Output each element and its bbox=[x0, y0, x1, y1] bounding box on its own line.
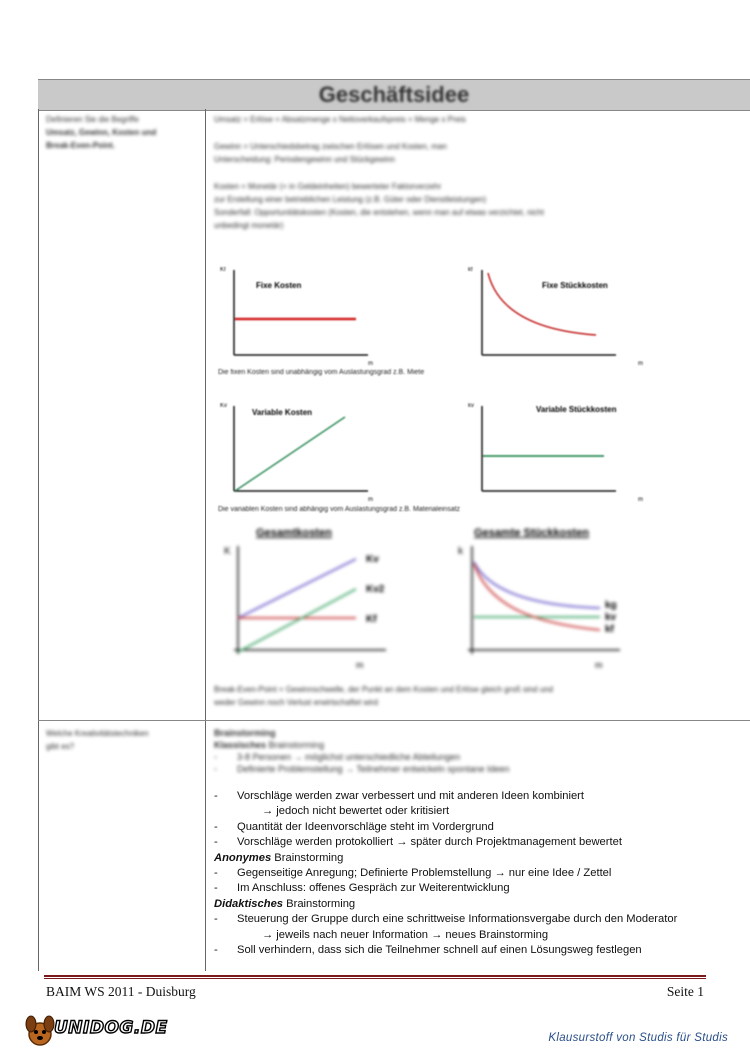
x-label: m bbox=[638, 361, 643, 367]
y-label: Kf bbox=[220, 267, 226, 273]
chart-title: Fixe Stückkosten bbox=[542, 281, 608, 290]
series-variable-line bbox=[238, 589, 356, 652]
caption-fixed-costs: Die fixen Kosten sind unabhängig vom Auslastungsgrad z.B. Miete bbox=[218, 369, 425, 376]
label-kg: kg bbox=[605, 600, 617, 611]
document-table bbox=[38, 79, 750, 971]
list-item: - Soll verhindern, dass sich die Teilnehmer schnell auf einen Lösungsweg festlegen bbox=[214, 944, 642, 957]
x-label: m bbox=[368, 497, 373, 503]
question-creativity: Welche Kreativitätstechniken gibt es? bbox=[46, 729, 149, 751]
footer-rule bbox=[44, 975, 706, 977]
footer-rule-thin bbox=[44, 978, 706, 979]
x-label: m bbox=[638, 497, 643, 503]
section-title-bar bbox=[38, 79, 750, 111]
chart-variable-kosten bbox=[218, 401, 398, 501]
label-kf: kf bbox=[605, 624, 614, 635]
series-kv-line bbox=[235, 417, 345, 491]
brainstorming-list bbox=[214, 789, 734, 958]
x-label: m bbox=[595, 660, 603, 670]
footer-page-number: Seite 1 bbox=[666, 984, 704, 999]
list-item: → jeweils nach neuer Information → neues Brainstorming bbox=[262, 928, 549, 941]
unidog-logo[interactable] bbox=[24, 1014, 174, 1050]
subheading-didactic: Didaktisches Brainstorming bbox=[214, 897, 356, 910]
table-row-divider bbox=[38, 720, 750, 721]
caption-variable-costs: Die variablen Kosten sind abhängig vom Auslastungsgrad z.B. Materialeinsatz bbox=[218, 506, 461, 513]
label-kv: kv bbox=[605, 612, 617, 623]
series-total-curve bbox=[474, 562, 600, 608]
label-kv: Kv bbox=[366, 554, 379, 565]
chart-title: Fixe Kosten bbox=[256, 281, 302, 290]
x-label: m bbox=[368, 361, 373, 367]
series-fixed-curve bbox=[474, 564, 600, 630]
list-item: - Gegenseitige Anregung; Definierte Problemstellung → nur eine Idee / Zettel bbox=[214, 867, 612, 880]
y-label: K bbox=[224, 546, 231, 557]
y-label: kf bbox=[468, 267, 473, 273]
x-label: m bbox=[356, 660, 364, 670]
y-label: k bbox=[458, 546, 463, 557]
list-item: - Quantität der Ideenvorschläge steht im Vordergrund bbox=[214, 820, 494, 833]
question-definitions: Definieren Sie die Begriffe Umsatz, Gewinn, Kosten und Break-Even-Point. bbox=[46, 115, 157, 150]
brainstorming-intro: Brainstorming Klassisches Brainstorming - 3-8 Personen → möglichst unterschiedliche Abteilungen - Definierte Problemstellung → Teilnehmer entwickeln spontane Ideen bbox=[214, 728, 510, 774]
chart-title: Gesamte Stückkosten bbox=[474, 527, 589, 539]
list-item: → jedoch nicht bewertet oder kritisiert bbox=[262, 805, 450, 818]
chart-title: Gesamtkosten bbox=[256, 527, 332, 539]
footer-slogan: Klausurstoff von Studis für Studis bbox=[548, 1032, 728, 1044]
y-label: kv bbox=[468, 403, 474, 409]
dog-icon bbox=[24, 1014, 56, 1048]
series-total-line bbox=[238, 559, 356, 618]
subheading-anonymous: Anonymes Brainstorming bbox=[214, 851, 344, 864]
footer-course: BAIM WS 2011 - Duisburg bbox=[46, 984, 196, 999]
chart-title: Variable Kosten bbox=[252, 408, 313, 417]
answer-definitions: Umsatz = Erlöse = Absatzmenge x Nettoverkaufspreis = Menge x Preis Gewinn = Unterschiedsbetrag zwischen Erlösen und Kosten, man Unterscheidung: Periodengewinn und Stückgewinn Kosten = Monetär (= in Geldeinheiten) bewerteter Faktorverzehr zur Erstellung einer betrieblichen Leistung (z.B. Güter oder Dienstleistungen) Sonderfall: Opportunitätskosten (Kosten, die entstehen, wenn man auf etwas verzichtet, nicht unbedingt monetär) bbox=[214, 115, 544, 230]
label-kf: Kf bbox=[366, 614, 377, 625]
chart-gesamtkosten bbox=[216, 524, 406, 674]
list-item: - Vorschläge werden protokolliert → später durch Projektmanagement bewertet bbox=[214, 836, 622, 849]
chart-gesamte-stueckkosten bbox=[450, 524, 640, 674]
table-border-left bbox=[38, 109, 39, 971]
chart-title: Variable Stückkosten bbox=[536, 405, 617, 414]
table-column-divider bbox=[205, 109, 206, 971]
logo-text: UNIDOG.DE bbox=[54, 1018, 168, 1038]
list-item: - Steuerung der Gruppe durch eine schrittweise Informationsvergabe durch den Moderator bbox=[214, 913, 678, 926]
list-item: - Vorschläge werden zwar verbessert und mit anderen Ideen kombiniert bbox=[214, 790, 584, 802]
chart-fixe-stueckkosten bbox=[466, 265, 646, 365]
chart-fixe-kosten bbox=[218, 265, 398, 365]
list-item: - Im Anschluss: offenes Gespräch zur Weiterentwicklung bbox=[214, 882, 510, 895]
y-label: Kv bbox=[220, 403, 228, 409]
label-kv2: Kv2 bbox=[366, 584, 385, 595]
section-title: Geschäftsidee bbox=[318, 82, 470, 107]
chart-variable-stueckkosten bbox=[466, 401, 646, 501]
break-even-definition: Break-Even-Point = Gewinnschwelle, der Punkt an dem Kosten und Erlöse gleich groß sind und weder Gewinn noch Verlust erwirtschaftet wird bbox=[214, 685, 554, 707]
